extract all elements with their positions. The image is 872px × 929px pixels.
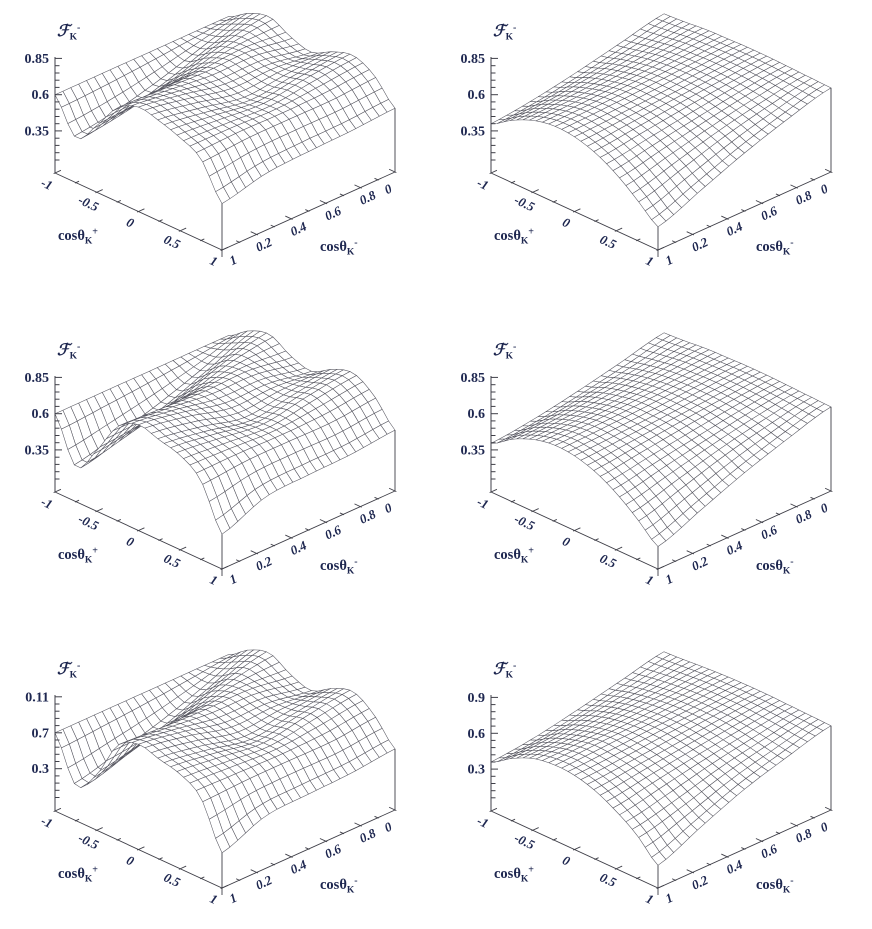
y-tick-label: 0.2 (689, 872, 711, 893)
x-axis-title: cosθ$_K$+ (494, 864, 534, 885)
x-tick-label: 0 (560, 852, 573, 869)
y-tick-label: 0.6 (322, 521, 344, 543)
z-axis-title: ℱ$_K$- (57, 660, 81, 681)
z-tick-label: 0.85 (24, 370, 49, 386)
z-axis-title: ℱ$_K$- (493, 22, 517, 43)
surface-3d-canvas-middle-right (436, 310, 872, 620)
x-tick-label: 0.5 (161, 550, 183, 571)
z-tick-label: 0.11 (25, 690, 49, 706)
y-corner-front-label: 1 (226, 251, 240, 269)
surface-3d-canvas-bottom-left (0, 620, 436, 929)
y-tick-label: 0.2 (689, 553, 711, 574)
z-axis (55, 376, 62, 492)
y-tick-label: 0.4 (287, 856, 309, 877)
z-tick-labels (25, 371, 50, 459)
y-axis-title: cosθ$_K$- (756, 875, 794, 896)
surface-plot-bottom-right (436, 620, 872, 929)
y-tick-label: 0.6 (322, 202, 344, 224)
x-tick-label: -0.5 (76, 830, 102, 853)
z-tick-label: 0.6 (31, 88, 49, 104)
z-tick-label: 0.3 (31, 762, 49, 778)
y-corner-front-label: 1 (662, 251, 676, 269)
z-tick-label: 0.6 (467, 88, 485, 104)
y-tick-label: 0.6 (758, 521, 780, 543)
y-tick-label: 0.2 (689, 234, 711, 255)
surface-plot-top-right (436, 0, 872, 310)
z-tick-labels (25, 690, 49, 777)
z-tick-labels (461, 371, 486, 459)
y-axis-title: cosθ$_K$- (320, 875, 358, 896)
z-tick-label: 0.6 (467, 726, 485, 742)
x-axis-title: cosθ$_K$+ (58, 545, 98, 566)
surface-3d-canvas-middle-left (0, 310, 436, 620)
x-tick-label: -1 (38, 812, 55, 832)
x-tick-label: 1 (207, 571, 221, 589)
x-axis-title: cosθ$_K$+ (58, 864, 98, 885)
x-tick-label: 0 (124, 533, 137, 550)
x-tick-label: 0 (124, 214, 137, 231)
wireframe-surface (55, 650, 395, 853)
x-tick-label: 0 (560, 214, 573, 231)
z-tick-label: 0.6 (31, 407, 49, 423)
z-tick-label: 0.35 (24, 124, 49, 140)
x-tick-label: 1 (643, 252, 657, 270)
y-corner-back-label: 0 (817, 180, 831, 198)
y-tick-label: 0.4 (723, 537, 745, 558)
z-axis-title: ℱ$_K$- (493, 341, 517, 362)
y-corner-back-label: 0 (817, 499, 831, 517)
z-tick-label: 0.9 (467, 690, 485, 706)
z-axis-title: ℱ$_K$- (57, 341, 81, 362)
y-corner-front-label: 1 (662, 889, 676, 907)
y-tick-label: 0.2 (253, 553, 275, 574)
z-tick-label: 0.35 (460, 124, 485, 140)
x-tick-label: 0.5 (161, 231, 183, 252)
y-tick-label: 0.8 (792, 825, 815, 846)
surface-3d-canvas-bottom-right (436, 620, 872, 929)
x-tick-label: 0.5 (161, 869, 183, 890)
x-tick-label: -1 (38, 493, 55, 513)
y-tick-label: 0.8 (356, 506, 379, 527)
x-axis-title: cosθ$_K$+ (494, 545, 534, 566)
y-axis-title: cosθ$_K$- (756, 237, 794, 258)
z-tick-labels (468, 691, 486, 778)
y-corner-front-label: 1 (226, 570, 240, 588)
wireframe-surface (55, 13, 395, 203)
y-corner-front-label: 1 (662, 570, 676, 588)
x-axis-title: cosθ$_K$+ (494, 226, 534, 247)
y-corner-back-label: 0 (817, 818, 831, 836)
y-tick-label: 0.6 (758, 840, 780, 862)
y-axis-title: cosθ$_K$- (320, 237, 358, 258)
surface-3d-canvas-top-left (0, 0, 436, 310)
x-axis-title: cosθ$_K$+ (58, 226, 98, 247)
x-tick-label: -1 (38, 174, 55, 194)
surface-3d-canvas-top-right (436, 0, 872, 310)
wireframe-surface (55, 331, 395, 534)
x-tick-label: -1 (474, 174, 491, 194)
y-tick-label: 0.4 (723, 856, 745, 877)
y-tick-label: 0.4 (287, 218, 309, 239)
x-tick-label: -0.5 (512, 192, 538, 215)
x-tick-label: -0.5 (76, 511, 102, 534)
z-tick-label: 0.7 (31, 726, 49, 742)
surface-plot-top-left (0, 0, 436, 310)
x-tick-label: 1 (207, 252, 221, 270)
z-tick-label: 0.85 (460, 51, 485, 67)
x-tick-label: 1 (643, 890, 657, 908)
y-corner-front-label: 1 (226, 889, 240, 907)
x-tick-label: -1 (474, 493, 491, 513)
y-tick-label: 0.8 (356, 187, 379, 208)
y-axis-title: cosθ$_K$- (756, 556, 794, 577)
z-tick-labels (25, 52, 50, 140)
z-tick-label: 0.3 (467, 762, 485, 778)
surface-plot-middle-right (436, 310, 872, 620)
y-tick-label: 0.8 (792, 187, 815, 208)
y-corner-back-label: 0 (381, 180, 395, 198)
z-axis-title: ℱ$_K$- (57, 22, 81, 43)
y-tick-label: 0.2 (253, 872, 275, 893)
x-tick-label: -1 (474, 812, 491, 832)
x-tick-label: 1 (207, 890, 221, 908)
x-tick-label: 0 (560, 533, 573, 550)
y-tick-label: 0.2 (253, 234, 275, 255)
x-tick-label: 1 (643, 571, 657, 589)
y-tick-label: 0.4 (723, 218, 745, 239)
y-tick-label: 0.4 (287, 537, 309, 558)
surface-plot-bottom-left (0, 620, 436, 929)
z-axis (491, 695, 498, 811)
x-tick-label: 0 (124, 852, 137, 869)
y-tick-label: 0.8 (792, 506, 815, 527)
z-axis-title: ℱ$_K$- (493, 660, 517, 681)
x-tick-label: -0.5 (512, 511, 538, 534)
z-tick-label: 0.85 (460, 370, 485, 386)
z-tick-label: 0.35 (460, 443, 485, 459)
z-axis (491, 376, 498, 492)
x-tick-label: 0.5 (597, 869, 619, 890)
x-tick-label: 0.5 (597, 231, 619, 252)
z-tick-label: 0.35 (24, 443, 49, 459)
y-tick-label: 0.8 (356, 825, 379, 846)
x-tick-label: 0.5 (597, 550, 619, 571)
z-tick-label: 0.6 (467, 407, 485, 423)
z-tick-label: 0.85 (24, 51, 49, 67)
surface-plot-middle-left (0, 310, 436, 620)
z-tick-labels (461, 52, 486, 140)
y-corner-back-label: 0 (381, 818, 395, 836)
z-axis (491, 57, 498, 173)
x-tick-label: -0.5 (76, 192, 102, 215)
y-tick-label: 0.6 (322, 840, 344, 862)
z-axis (55, 695, 62, 811)
y-tick-label: 0.6 (758, 202, 780, 224)
y-axis-title: cosθ$_K$- (320, 556, 358, 577)
x-tick-label: -0.5 (512, 830, 538, 853)
z-axis (55, 57, 62, 173)
y-corner-back-label: 0 (381, 499, 395, 517)
